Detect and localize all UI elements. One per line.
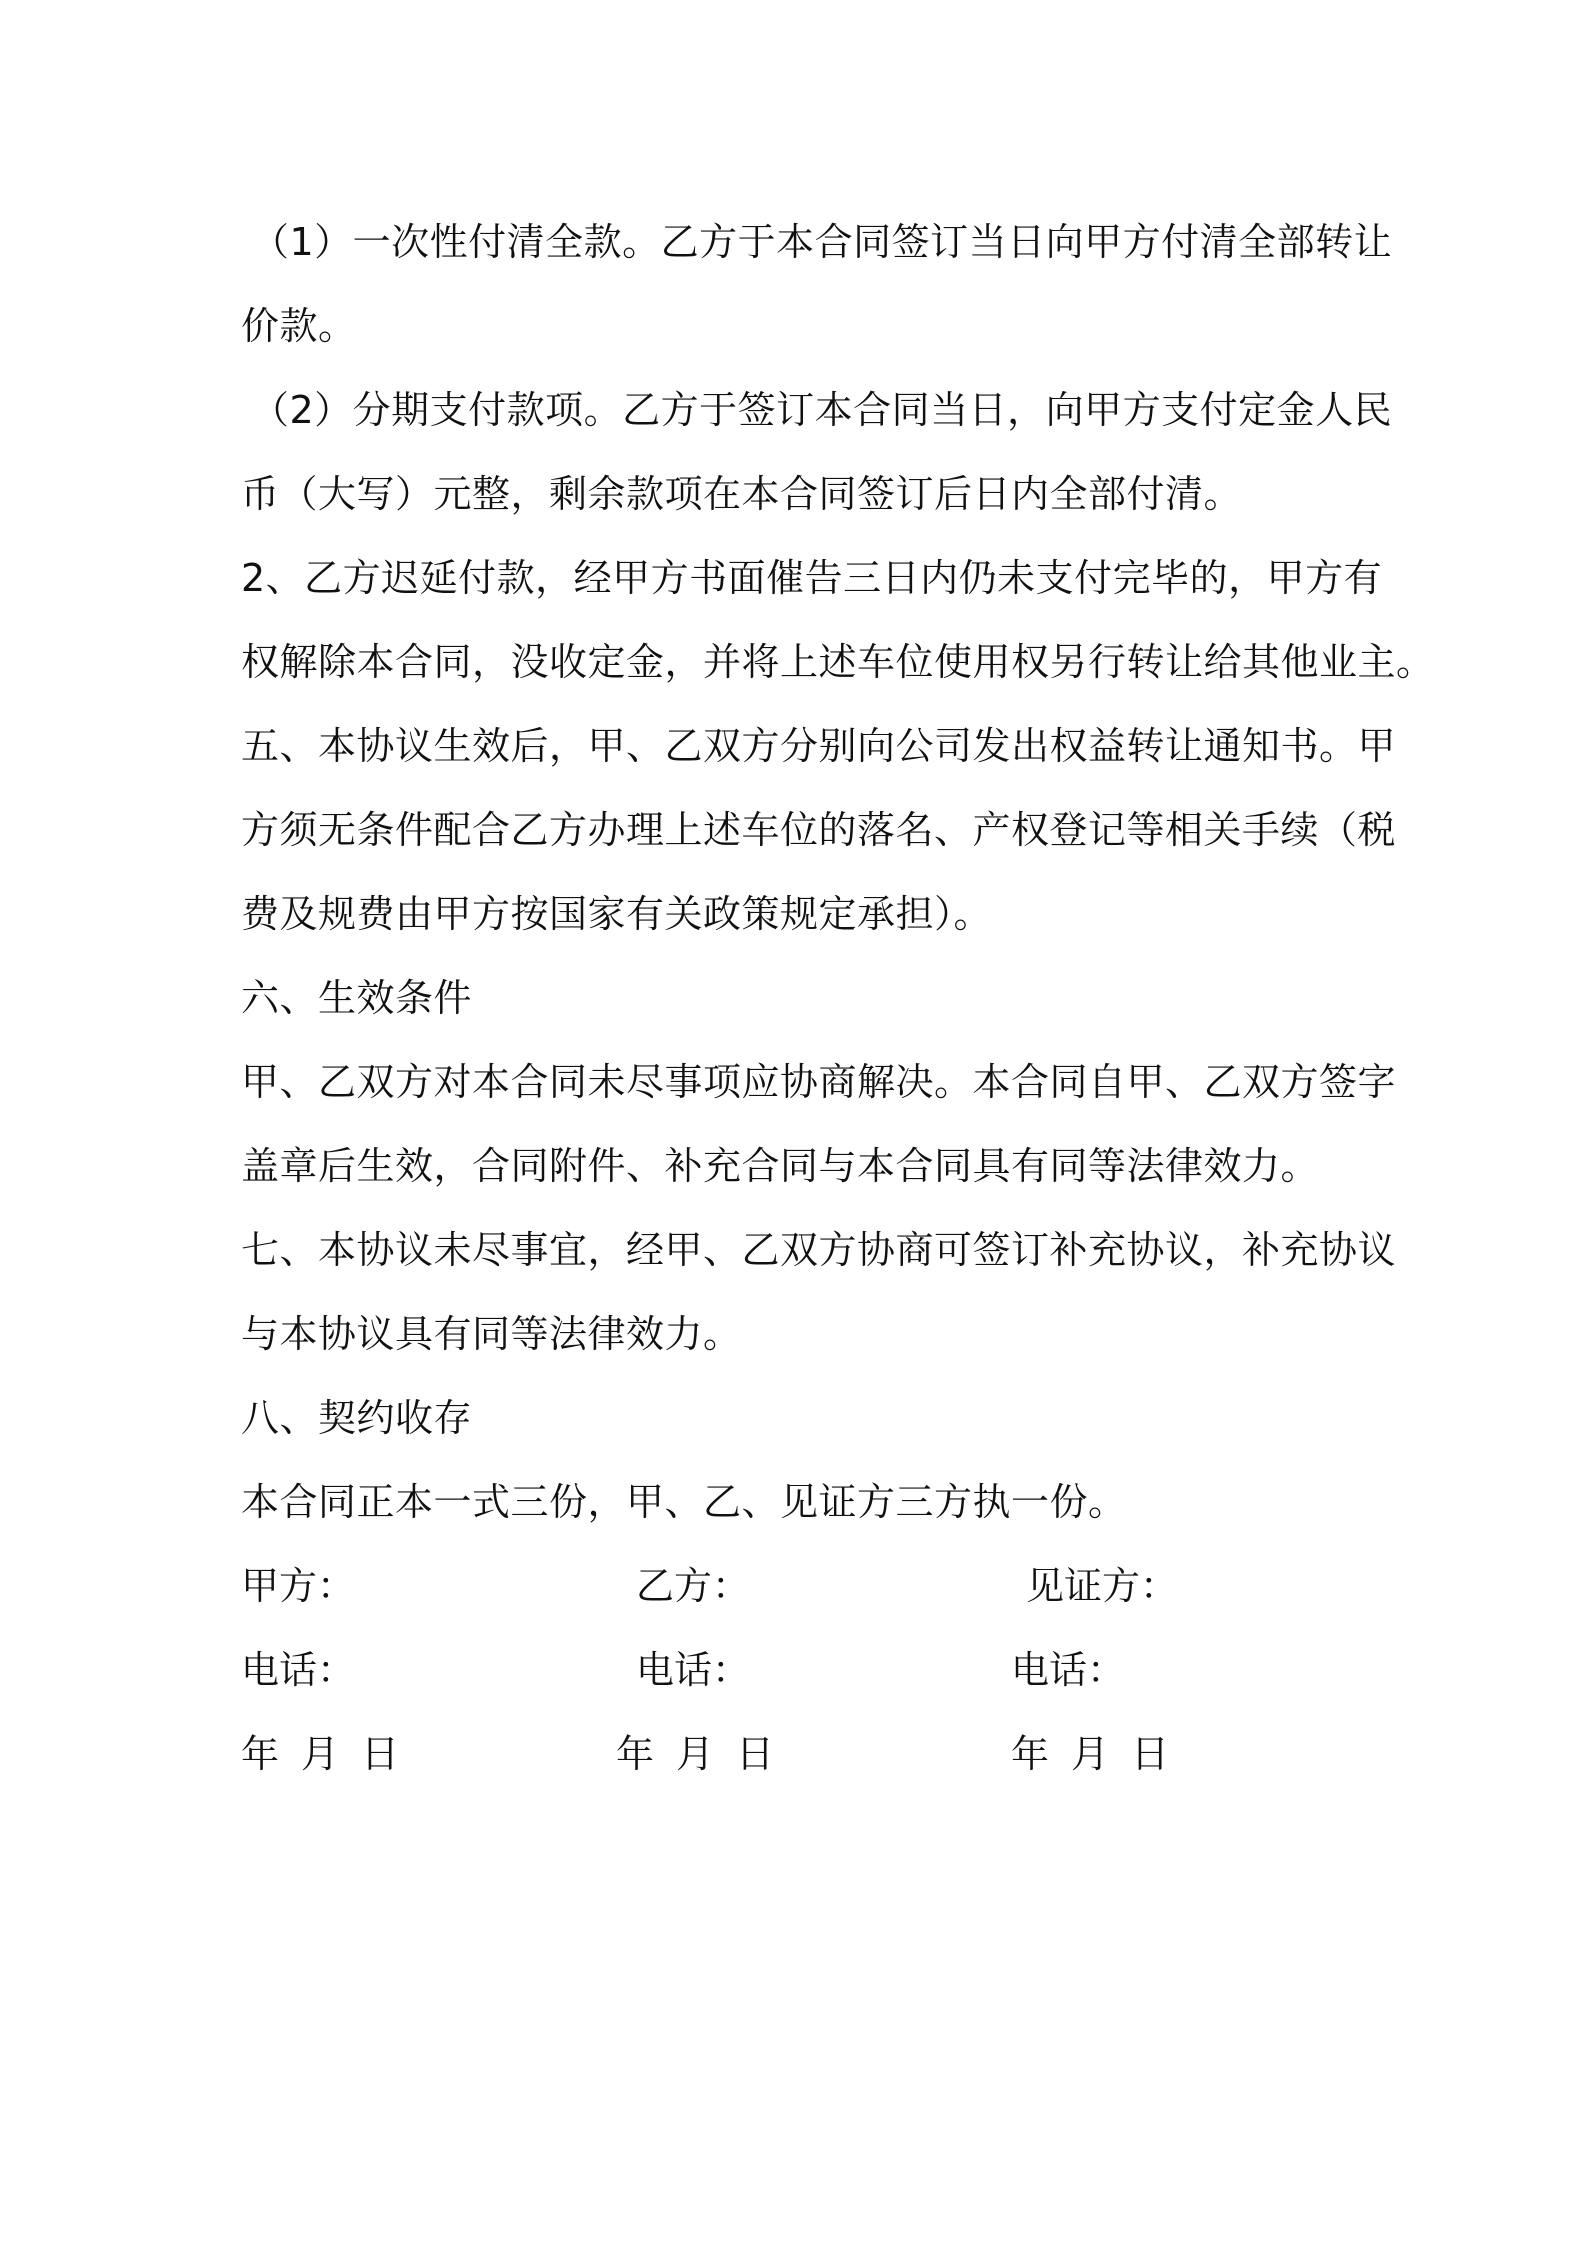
clause-payment-1-line-2: 价款。 bbox=[241, 304, 357, 348]
date-witness bbox=[1011, 1712, 1191, 1796]
date-a-day: 日 bbox=[361, 1732, 400, 1776]
clause-five-line-2: 方须无条件配合乙方办理上述车位的落名、产权登记等相关手续（税 bbox=[241, 808, 1397, 852]
date-b-year: 年 bbox=[616, 1732, 655, 1776]
date-b-month: 月 bbox=[676, 1732, 715, 1776]
date-w-month: 月 bbox=[1071, 1732, 1110, 1776]
clause-payment-1-line-1: （1）一次性付清全款。乙方于本合同签订当日向甲方付清全部转让 bbox=[251, 220, 1393, 264]
section-heading-six: 六、生效条件 bbox=[241, 976, 473, 1020]
party-b-label: 乙方： bbox=[636, 1564, 751, 1608]
clause-eight-line-1: 本合同正本一式三份，甲、乙、见证方三方执一份。 bbox=[241, 1480, 1127, 1524]
phone-b-label: 电话： bbox=[636, 1648, 751, 1692]
clause-payment-2-line-1: （2）分期支付款项。乙方于签订本合同当日，向甲方支付定金人民 bbox=[251, 388, 1393, 432]
signature-row-phones bbox=[241, 1628, 1361, 1712]
clause-six-line-1: 甲、乙双方对本合同未尽事项应协商解决。本合同自甲、乙双方签字 bbox=[241, 1060, 1397, 1104]
phone-witness-label: 电话： bbox=[1011, 1648, 1126, 1692]
witness-label: 见证方： bbox=[1026, 1564, 1179, 1608]
phone-a-label: 电话： bbox=[241, 1648, 356, 1692]
section-heading-eight: 八、契约收存 bbox=[241, 1396, 473, 1440]
contract-body bbox=[241, 200, 1435, 1796]
clause-late-payment-line-1: 2、乙方迟延付款，经甲方书面催告三日内仍未支付完毕的，甲方有 bbox=[241, 556, 1383, 600]
clause-seven-line-1: 七、本协议未尽事宜，经甲、乙双方协商可签订补充协议，补充协议 bbox=[241, 1228, 1397, 1272]
date-w-year: 年 bbox=[1011, 1732, 1050, 1776]
clause-six-line-2: 盖章后生效，合同附件、补充合同与本合同具有同等法律效力。 bbox=[241, 1144, 1320, 1188]
date-b-day: 日 bbox=[736, 1732, 775, 1776]
date-a bbox=[241, 1712, 421, 1796]
date-a-year: 年 bbox=[241, 1732, 280, 1776]
clause-five-line-1: 五、本协议生效后，甲、乙双方分别向公司发出权益转让通知书。甲 bbox=[241, 724, 1397, 768]
signature-row-dates bbox=[241, 1712, 1361, 1796]
date-w-day: 日 bbox=[1131, 1732, 1170, 1776]
clause-five-line-3: 费及规费由甲方按国家有关政策规定承担）。 bbox=[241, 892, 993, 936]
clause-payment-2-line-2: 币（大写）元整，剩余款项在本合同签订后日内全部付清。 bbox=[241, 472, 1243, 516]
clause-late-payment-line-2: 权解除本合同，没收定金，并将上述车位使用权另行转让给其他业主。 bbox=[241, 640, 1435, 684]
signature-row-parties bbox=[241, 1544, 1361, 1628]
party-a-label: 甲方： bbox=[241, 1564, 356, 1608]
date-b bbox=[616, 1712, 796, 1796]
clause-seven-line-2: 与本协议具有同等法律效力。 bbox=[241, 1312, 742, 1356]
date-a-month: 月 bbox=[301, 1732, 340, 1776]
